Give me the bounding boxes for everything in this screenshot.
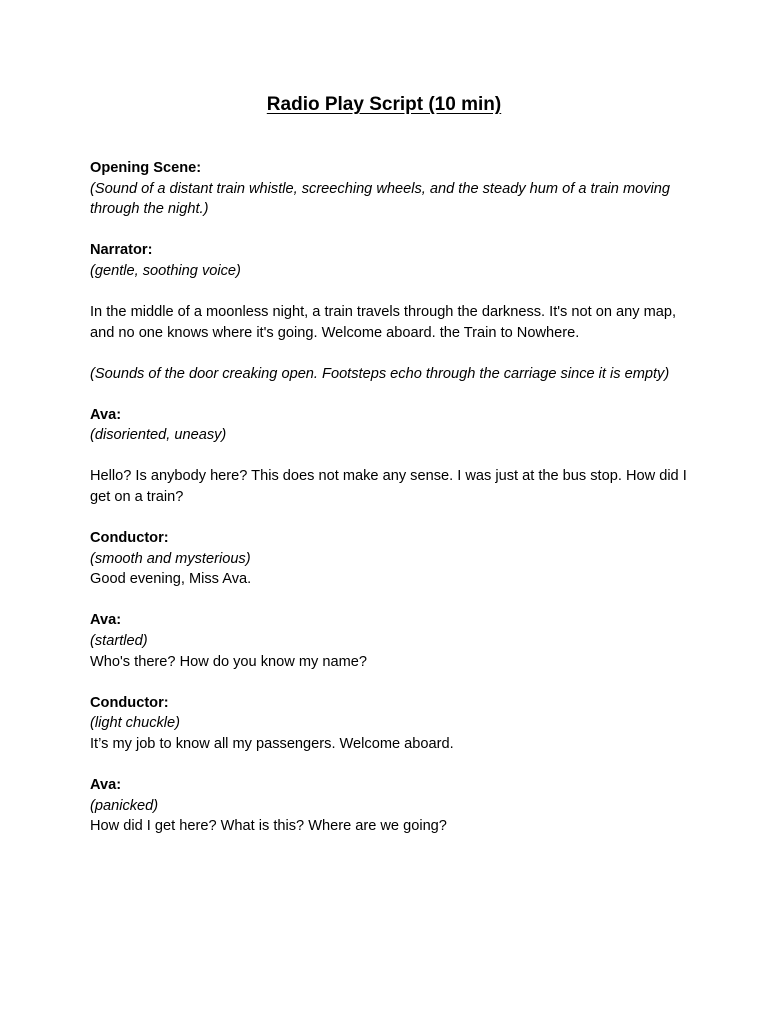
script-block-conductor <box>90 693 690 755</box>
script-block-sound-effect <box>90 364 690 385</box>
script-block-conductor <box>90 528 690 590</box>
stage-direction: (Sounds of the door creaking open. Footsteps echo through the carriage since it is empty) <box>90 365 670 382</box>
script-body <box>90 158 690 857</box>
stage-direction: (panicked) <box>90 797 159 814</box>
script-block-opening-scene <box>90 158 690 220</box>
script-block-narrator <box>90 240 690 281</box>
dialogue-line: Who's there? How do you know my name? <box>90 653 367 670</box>
dialogue-line: Hello? Is anybody here? This does not make any sense. I was just at the bus stop. How did I get on a train? <box>90 468 687 506</box>
speaker-label: Ava: <box>90 612 122 629</box>
dialogue-line: It’s my job to know all my passengers. Welcome aboard. <box>90 735 454 752</box>
script-block-ava <box>90 610 690 672</box>
stage-direction: (gentle, soothing voice) <box>90 262 241 279</box>
speaker-label: Narrator: <box>90 242 153 259</box>
stage-direction: (startled) <box>90 633 148 649</box>
speaker-label: Conductor: <box>90 694 169 711</box>
script-block-ava-dialogue <box>90 466 690 507</box>
speaker-label: Opening Scene: <box>90 160 202 176</box>
dialogue-line: How did I get here? What is this? Where are we going? <box>90 818 447 835</box>
stage-direction: (smooth and mysterious) <box>90 550 251 567</box>
script-block-narration <box>90 302 690 343</box>
speaker-label: Ava: <box>90 776 122 793</box>
dialogue-line: Good evening, Miss Ava. <box>90 571 252 588</box>
stage-direction: (Sound of a distant train whistle, screeching wheels, and the steady hum of a train moving through the night.) <box>90 180 671 218</box>
stage-direction: (light chuckle) <box>90 715 181 732</box>
script-block-ava <box>90 405 690 446</box>
script-block-ava <box>90 775 690 837</box>
dialogue-line: In the middle of a moonless night, a train travels through the darkness. It's not on any map, and no one knows where it's going. Welcome aboard. the Train to Nowhere. <box>90 303 677 341</box>
document-title: Radio Play Script (10 min) <box>266 94 502 115</box>
speaker-label: Conductor: <box>90 530 169 547</box>
speaker-label: Ava: <box>90 406 122 423</box>
stage-direction: (disoriented, uneasy) <box>90 427 227 444</box>
